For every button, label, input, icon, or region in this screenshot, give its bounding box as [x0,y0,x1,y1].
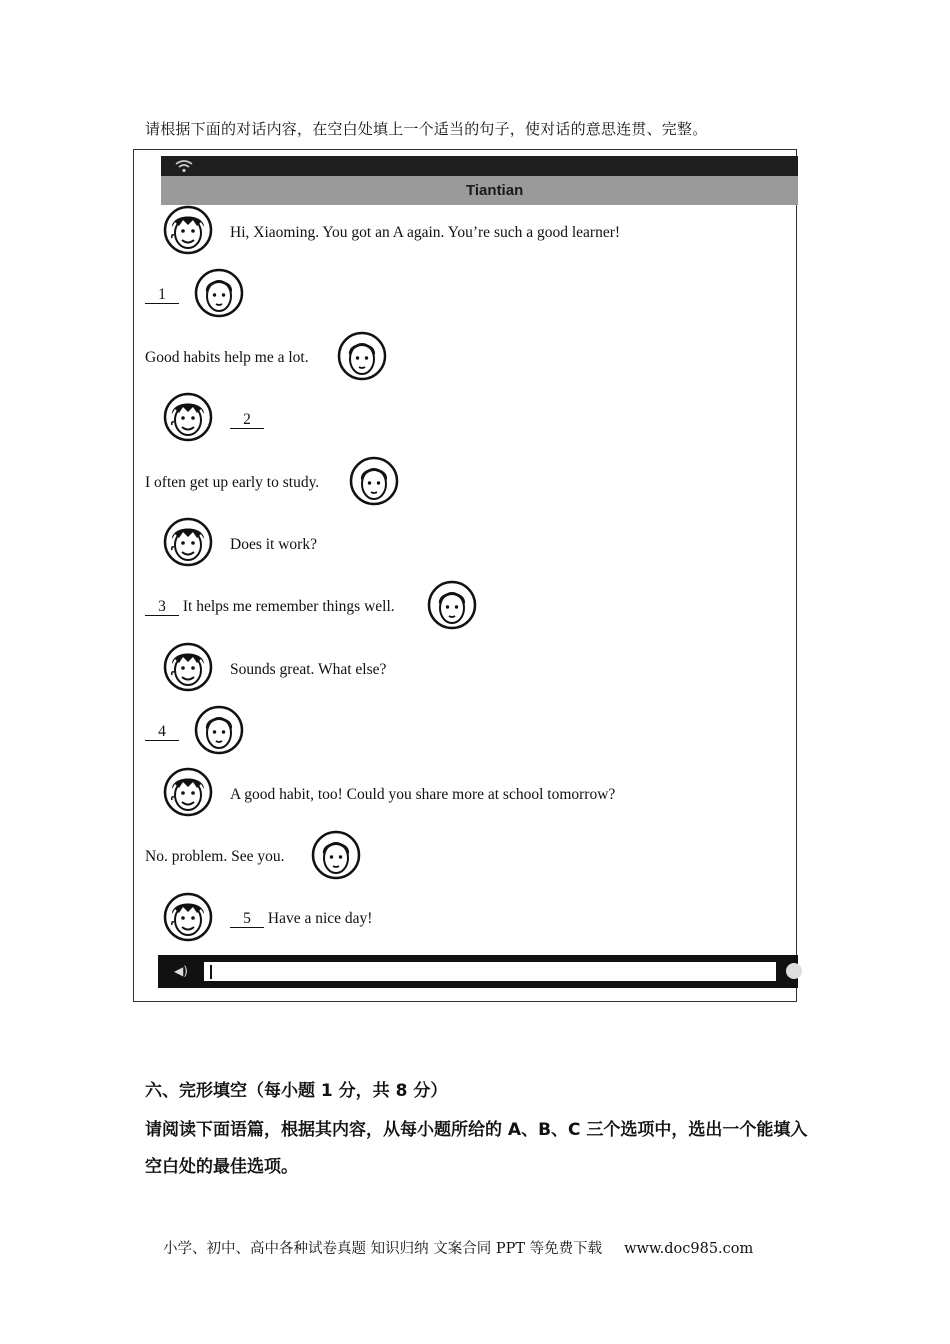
chat-message: Hi, Xiaoming. You got an A again. You’re such a good learner! [230,224,621,241]
emoji-icon[interactable] [786,963,802,979]
answer-blank-4[interactable]: 4 [145,723,179,741]
chat-header-bar [161,156,798,205]
chat-message [145,286,179,304]
message-input[interactable] [204,962,776,981]
speaker-icon[interactable]: ◀) [174,964,188,978]
tiantian-avatar-icon [163,392,213,442]
xiaoming-avatar-icon [337,331,387,381]
footer-url[interactable]: www.doc985.com [624,1241,754,1257]
answer-blank-5[interactable]: 5 [230,910,264,928]
xiaoming-avatar-icon [311,830,361,880]
chat-input-bar [158,955,798,988]
section-instruction: 请阅读下面语篇，根据其内容，从每小题所给的 A、B、C 三个选项中，选出一个能填入空白处的最佳选项。 [145,1120,808,1177]
tiantian-avatar-icon [163,642,213,692]
xiaoming-avatar-icon [349,456,399,506]
chat-message-text: It helps me remember things well. [182,598,395,615]
tiantian-avatar-icon [163,205,213,255]
tiantian-avatar-icon [163,767,213,817]
chat-message: Does it work? [230,536,317,553]
instruction-text: 请根据下面的对话内容，在空白处填上一个适当的句子，使对话的意思连贯、完整。 [145,120,708,138]
chat-message [230,411,264,429]
answer-blank-3[interactable]: 3 [145,598,179,616]
chat-message [145,598,395,616]
chat-message [145,723,179,741]
chat-message: No. problem. See you. [145,848,285,865]
chat-title: Tiantian [466,182,524,199]
status-strip [161,156,798,176]
text-cursor [210,965,212,979]
tiantian-avatar-icon [163,517,213,567]
answer-blank-2[interactable]: 2 [230,411,264,429]
xiaoming-avatar-icon [194,705,244,755]
section-heading: 六、完形填空（每小题 1 分，共 8 分） [145,1081,448,1101]
wifi-icon [175,159,193,173]
chat-message: I often get up early to study. [145,474,320,491]
chat-message [230,910,372,928]
page-footer [163,1237,753,1258]
chat-message-text: Have a nice day! [267,910,373,927]
tiantian-avatar-icon [163,892,213,942]
chat-message: Sounds great. What else? [230,661,387,678]
xiaoming-avatar-icon [194,268,244,318]
answer-blank-1[interactable]: 1 [145,286,179,304]
xiaoming-avatar-icon [427,580,477,630]
footer-text: 小学、初中、高中各种试卷真题 知识归纳 文案合同 PPT 等免费下载 [163,1241,603,1257]
chat-message: A good habit, too! Could you share more at school tomorrow? [230,786,616,803]
chat-message: Good habits help me a lot. [145,349,309,366]
